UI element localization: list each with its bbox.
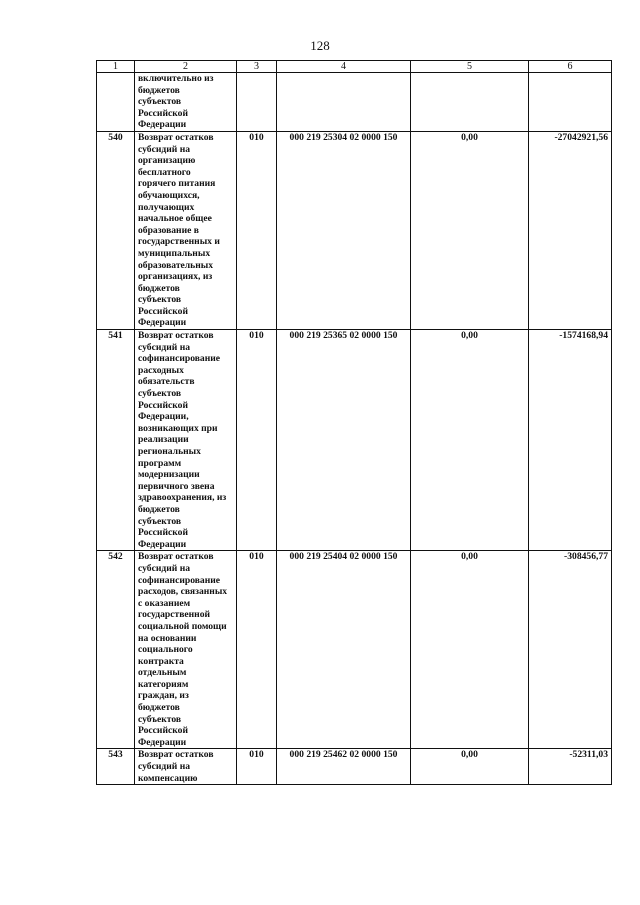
name-text-line: категориям — [138, 678, 189, 690]
name-text-line: Возврат остатков — [138, 551, 214, 563]
name-text-line: модернизации — [138, 469, 200, 481]
name-text-line: региональных — [138, 446, 201, 457]
admin-code-cell: 010 — [237, 131, 277, 329]
name-text-line: Федерации, — [138, 411, 189, 423]
name-text-line: Российской — [138, 527, 188, 539]
table-row — [97, 749, 612, 785]
name-text-line: образовательных — [138, 259, 214, 271]
name-text-line: Российской — [138, 399, 188, 411]
row-name-cell — [135, 73, 237, 132]
name-text-line: субъектов — [138, 294, 182, 306]
name-text-line: Федерации — [138, 538, 187, 550]
classification-code-cell: 000 219 25365 02 0000 150 — [277, 330, 411, 551]
name-text-line: горячего питания — [138, 178, 216, 190]
name-text-line: организацию — [138, 155, 196, 167]
table-row — [97, 330, 612, 551]
classification-code-cell — [277, 73, 411, 132]
name-text-line: программ — [138, 457, 182, 469]
name-text-line: включительно из — [138, 73, 214, 84]
value-col6-cell — [529, 73, 612, 132]
name-text-line: Возврат остатков — [138, 330, 214, 342]
name-text-line: образование в — [138, 224, 199, 236]
name-text-line: субсидий на — [138, 562, 191, 574]
table-row — [97, 73, 612, 132]
name-text-line: обучающихся, — [138, 189, 200, 201]
header-row — [97, 61, 612, 73]
admin-code-cell: 010 — [237, 330, 277, 551]
row-name-cell — [135, 551, 237, 749]
name-text-line: социального — [138, 644, 193, 656]
classification-code-cell: 000 219 25404 02 0000 150 — [277, 551, 411, 749]
table-body — [97, 73, 612, 785]
name-text-line: Российской — [138, 305, 188, 317]
value-col5-cell: 0,00 — [411, 131, 529, 329]
name-text-line: муниципальных — [138, 247, 211, 259]
value-col6-cell: -1574168,94 — [529, 330, 612, 551]
name-text-line: бюджетов — [138, 503, 180, 515]
name-text-line: компенсацию — [138, 772, 198, 784]
value-col6-cell: -27042921,56 — [529, 131, 612, 329]
name-text-line: Возврат остатков — [138, 131, 214, 143]
name-text-line: софинансирование — [138, 353, 221, 365]
row-name-cell — [135, 749, 237, 785]
column-header-1: 1 — [97, 61, 135, 73]
row-name-cell — [135, 330, 237, 551]
name-text-line: Федерации — [138, 736, 187, 748]
name-text-line: отдельным — [138, 667, 187, 679]
value-col5-cell — [411, 73, 529, 132]
name-text-line: субсидий на — [138, 143, 191, 155]
column-header-2: 2 — [135, 61, 237, 73]
admin-code-cell: 010 — [237, 551, 277, 749]
name-text-line: бюджетов — [138, 282, 180, 294]
name-text-line: субсидий на — [138, 341, 191, 353]
admin-code-cell — [237, 73, 277, 132]
name-text-line: расходных — [138, 364, 184, 376]
classification-code-cell: 000 219 25462 02 0000 150 — [277, 749, 411, 785]
row-number-cell: 542 — [97, 551, 135, 749]
name-text-line: на основании — [138, 632, 197, 644]
name-text-line: первичного звена — [138, 480, 215, 492]
name-text-line: контракта — [138, 655, 184, 667]
value-col5-cell: 0,00 — [411, 551, 529, 749]
row-number-cell: 540 — [97, 131, 135, 329]
name-text-line: софинансирование — [138, 574, 221, 586]
name-text-line: организациях, из — [138, 271, 213, 283]
name-text-line: получающих — [138, 201, 195, 213]
page-number: 128 — [310, 38, 330, 53]
row-number-cell: 541 — [97, 330, 135, 551]
name-text-line: бюджетов — [138, 84, 180, 96]
name-text-line: бюджетов — [138, 702, 180, 714]
name-text-line: граждан, из — [138, 690, 189, 702]
name-text-line: субъектов — [138, 713, 182, 725]
budget-table — [96, 60, 612, 785]
name-text-line: социальной помощи — [138, 620, 227, 632]
name-text-line: субъектов — [138, 515, 182, 527]
table-row — [97, 131, 612, 329]
name-text-line: реализации — [138, 434, 189, 446]
value-col6-cell: -308456,77 — [529, 551, 612, 749]
name-text-line: здравоохранения, из — [138, 492, 227, 504]
row-number-cell — [97, 73, 135, 132]
name-text-line: бесплатного — [138, 166, 191, 178]
name-text-line: Федерации — [138, 119, 187, 131]
column-header-3: 3 — [237, 61, 277, 73]
name-text-line: Российской — [138, 725, 188, 737]
value-col6-cell: -52311,03 — [529, 749, 612, 785]
name-text-line: государственной — [138, 609, 211, 621]
row-number-cell: 543 — [97, 749, 135, 785]
column-header-5: 5 — [411, 61, 529, 73]
name-text-line: начальное общее — [138, 213, 212, 225]
admin-code-cell: 010 — [237, 749, 277, 785]
classification-code-cell: 000 219 25304 02 0000 150 — [277, 131, 411, 329]
name-text-line: расходов, связанных — [138, 586, 228, 598]
table-row — [97, 551, 612, 749]
column-header-6: 6 — [529, 61, 612, 73]
value-col5-cell: 0,00 — [411, 749, 529, 785]
name-text-line: государственных и — [138, 236, 220, 248]
name-text-line: Российской — [138, 107, 188, 119]
row-name-cell — [135, 131, 237, 329]
name-text-line: субъектов — [138, 388, 182, 400]
name-text-line: субъектов — [138, 96, 182, 108]
name-text-line: обязательств — [138, 376, 195, 388]
name-text-line: возникающих при — [138, 422, 218, 434]
name-text-line: Федерации — [138, 317, 187, 329]
value-col5-cell: 0,00 — [411, 330, 529, 551]
column-header-4: 4 — [277, 61, 411, 73]
name-text-line: с оказанием — [138, 597, 191, 609]
name-text-line: субсидий на — [138, 761, 191, 773]
name-text-line: Возврат остатков — [138, 749, 214, 761]
